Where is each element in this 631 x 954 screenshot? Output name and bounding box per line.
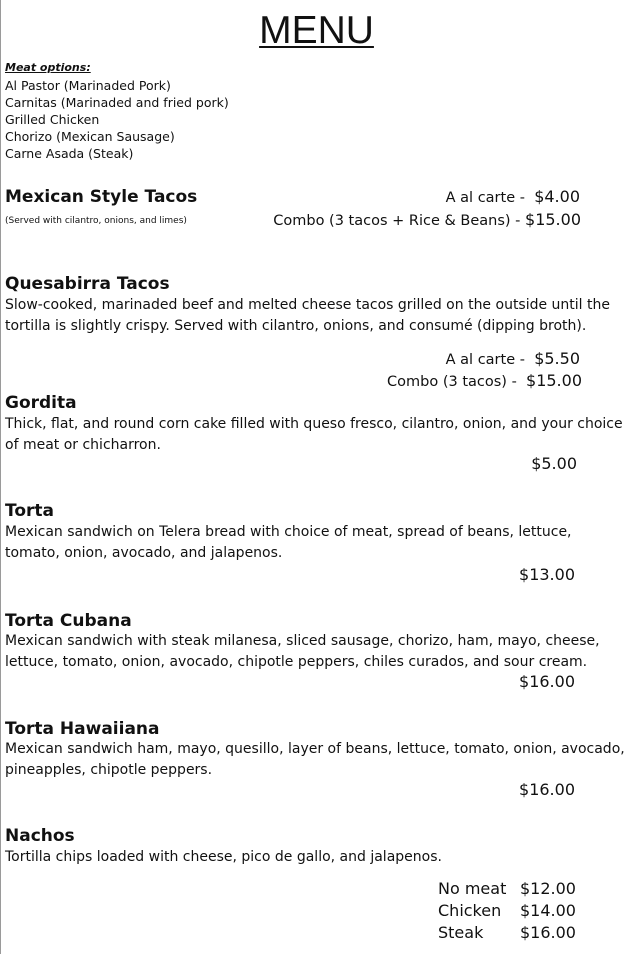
price-torta-hawaiiana: $16.00 — [519, 780, 575, 799]
item-name-gordita: Gordita — [5, 393, 77, 413]
meat-option: Carne Asada (Steak) — [5, 146, 134, 161]
item-name-torta-cubana: Torta Cubana — [5, 611, 132, 631]
option-label: Steak — [438, 923, 484, 942]
nachos-option — [438, 878, 576, 900]
price-gordita: $5.00 — [531, 454, 577, 473]
nachos-option — [438, 922, 576, 944]
price-line-tacos-alacarte — [446, 186, 580, 209]
nachos-price-list — [438, 878, 576, 944]
meat-options-heading: Meat options: — [5, 61, 91, 74]
price-amount: $4.00 — [534, 187, 580, 206]
nachos-option — [438, 900, 576, 922]
item-name-tacos: Mexican Style Tacos — [5, 187, 198, 207]
price-amount: $5.50 — [534, 349, 580, 368]
item-name-torta: Torta — [5, 501, 54, 521]
price-torta: $13.00 — [519, 565, 575, 584]
price-line-quesabirra-combo — [387, 370, 582, 393]
option-amount: $12.00 — [520, 879, 576, 898]
meat-option: Carnitas (Marinaded and fried pork) — [5, 95, 229, 110]
item-name-quesabirra: Quesabirra Tacos — [5, 274, 170, 294]
item-desc-torta-cubana: Mexican sandwich with steak milanesa, sliced sausage, chorizo, ham, mayo, cheese, lettuce, tomato, onion, avocado, chipotle peppers, chiles curados, and sour cream. — [5, 633, 600, 670]
option-label: No meat — [438, 879, 507, 898]
price-label: Combo (3 tacos + Rice & Beans) - — [273, 213, 521, 229]
meat-option: Al Pastor (Marinaded Pork) — [5, 78, 171, 93]
price-line-tacos-combo — [273, 209, 581, 232]
item-desc-gordita: Thick, flat, and round corn cake filled with queso fresco, cilantro, onion, and your choice of meat or chicharron. — [5, 416, 623, 453]
meat-options-list — [5, 77, 229, 162]
item-name-nachos: Nachos — [5, 826, 75, 846]
price-amount: $15.00 — [525, 210, 581, 229]
item-desc-nachos: Tortilla chips loaded with cheese, pico de gallo, and jalapenos. — [5, 849, 442, 865]
item-desc-torta: Mexican sandwich on Telera bread with choice of meat, spread of beans, lettuce, tomato, onion, avocado, and jalapenos. — [5, 524, 572, 561]
item-desc-quesabirra: Slow-cooked, marinaded beef and melted cheese tacos grilled on the outside until the tortilla is slightly crispy. Served with cilantro, onions, and consumé (dipping broth). — [5, 297, 611, 334]
price-line-quesabirra-alacarte — [446, 348, 580, 371]
price-amount: $15.00 — [526, 371, 582, 390]
menu-title: MENU — [259, 9, 374, 52]
price-torta-cubana: $16.00 — [519, 672, 575, 691]
option-amount: $16.00 — [520, 923, 576, 942]
price-label: A al carte - — [445, 190, 525, 206]
item-note-tacos: (Served with cilantro, onions, and limes) — [5, 216, 187, 226]
option-label: Chicken — [438, 901, 502, 920]
meat-option: Grilled Chicken — [5, 112, 100, 127]
meat-option: Chorizo (Mexican Sausage) — [5, 129, 175, 144]
item-name-torta-hawaiiana: Torta Hawaiiana — [5, 719, 160, 739]
item-desc-torta-hawaiiana: Mexican sandwich ham, mayo, quesillo, layer of beans, lettuce, tomato, onion, avocado, pineapples, chipotle peppers. — [5, 741, 625, 778]
price-label: A al carte - — [445, 352, 525, 368]
price-label: Combo (3 tacos) - — [387, 374, 517, 390]
option-amount: $14.00 — [520, 901, 576, 920]
